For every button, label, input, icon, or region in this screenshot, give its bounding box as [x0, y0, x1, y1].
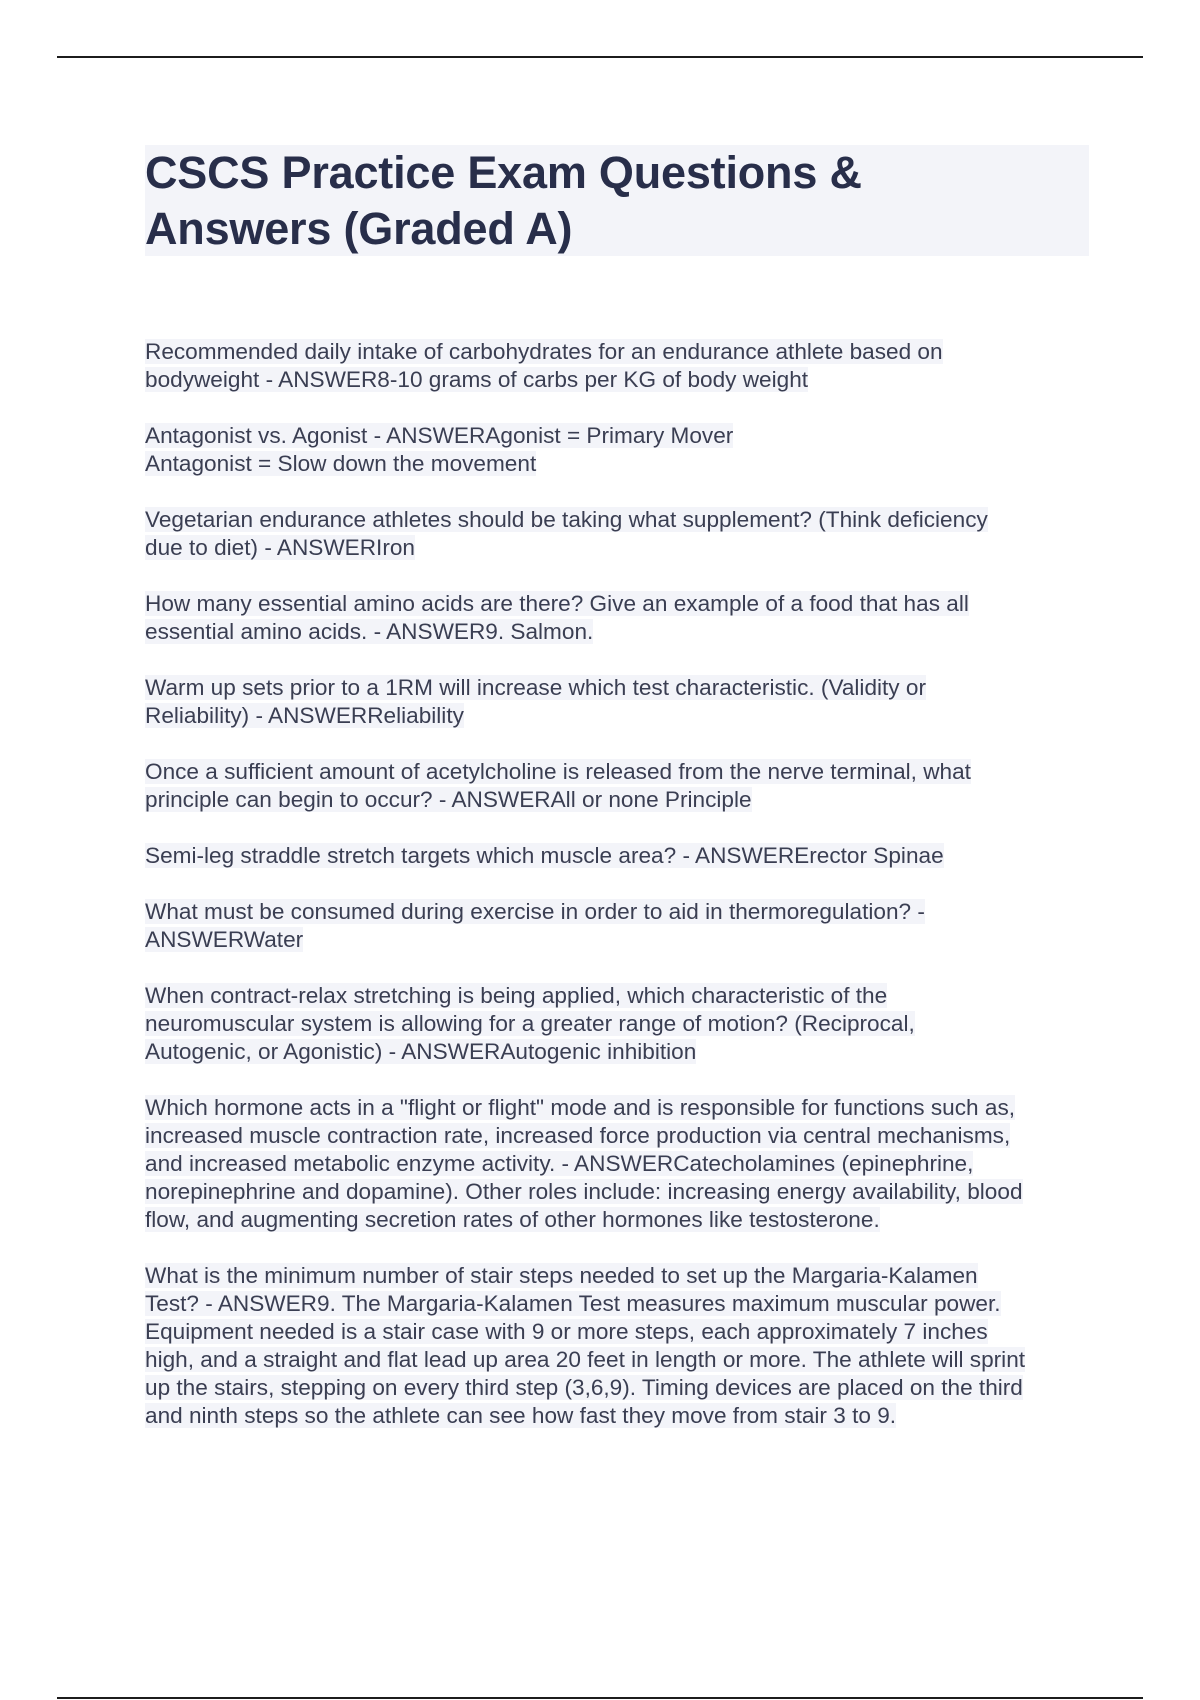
qa-item [145, 758, 1095, 814]
qa-text: Warm up sets prior to a 1RM will increase which test characteristic. (Validity or [145, 675, 926, 700]
page-title [145, 145, 1089, 257]
qa-line [145, 982, 1095, 1010]
title-line-2: Answers (Graded A) [145, 203, 573, 254]
qa-line [145, 1374, 1095, 1402]
qa-item [145, 1262, 1095, 1430]
qa-line [145, 338, 1095, 366]
qa-line [145, 1094, 1095, 1122]
qa-line [145, 758, 1095, 786]
qa-text: due to diet) - ANSWERIron [145, 535, 415, 560]
qa-line [145, 1150, 1095, 1178]
qa-item [145, 982, 1095, 1066]
qa-line [145, 590, 1095, 618]
qa-item [145, 338, 1095, 394]
qa-line [145, 450, 1095, 478]
qa-item [145, 898, 1095, 954]
qa-item [145, 674, 1095, 730]
qa-text: Semi-leg straddle stretch targets which muscle area? - ANSWERErector Spinae [145, 843, 944, 868]
qa-text: up the stairs, stepping on every third step (3,6,9). Timing devices are placed on the third [145, 1375, 1023, 1400]
qa-line [145, 1010, 1095, 1038]
qa-item [145, 842, 1095, 870]
qa-text: Once a sufficient amount of acetylcholine is released from the nerve terminal, what [145, 759, 971, 784]
qa-line [145, 1122, 1095, 1150]
qa-text: and increased metabolic enzyme activity. - ANSWERCatecholamines (epinephrine, [145, 1151, 974, 1176]
qa-line [145, 674, 1095, 702]
qa-line [145, 1206, 1095, 1234]
qa-text: flow, and augmenting secretion rates of other hormones like testosterone. [145, 1207, 880, 1232]
qa-text: Equipment needed is a stair case with 9 or more steps, each approximately 7 inches [145, 1319, 988, 1344]
qa-text: essential amino acids. - ANSWER9. Salmon. [145, 619, 594, 644]
qa-text: increased muscle contraction rate, increased force production via central mechanisms, [145, 1123, 1011, 1148]
title-line-1: CSCS Practice Exam Questions & [145, 147, 862, 198]
qa-list [145, 338, 1095, 1458]
qa-line [145, 422, 1095, 450]
qa-text: Test? - ANSWER9. The Margaria-Kalamen Test measures maximum muscular power. [145, 1291, 1001, 1316]
top-divider [57, 56, 1143, 58]
qa-line [145, 1402, 1095, 1430]
qa-line [145, 1346, 1095, 1374]
qa-line [145, 618, 1095, 646]
qa-line [145, 1178, 1095, 1206]
qa-item [145, 1094, 1095, 1234]
qa-text: bodyweight - ANSWER8-10 grams of carbs per KG of body weight [145, 367, 809, 392]
qa-line [145, 1038, 1095, 1066]
qa-line [145, 926, 1095, 954]
qa-text: Autogenic, or Agonistic) - ANSWERAutogenic inhibition [145, 1039, 697, 1064]
qa-line [145, 842, 1095, 870]
qa-item [145, 506, 1095, 562]
bottom-divider [57, 1697, 1143, 1699]
qa-line [145, 786, 1095, 814]
qa-line [145, 534, 1095, 562]
qa-text: How many essential amino acids are there? Give an example of a food that has all [145, 591, 969, 616]
qa-text: Recommended daily intake of carbohydrates for an endurance athlete based on [145, 339, 943, 364]
qa-item [145, 590, 1095, 646]
qa-text: and ninth steps so the athlete can see how fast they move from stair 3 to 9. [145, 1403, 897, 1428]
title-block [145, 145, 1089, 256]
qa-line [145, 366, 1095, 394]
qa-item [145, 422, 1095, 478]
qa-text: high, and a straight and flat lead up area 20 feet in length or more. The athlete will sprint [145, 1347, 1026, 1372]
qa-line [145, 898, 1095, 926]
qa-text: norepinephrine and dopamine). Other roles include: increasing energy availability, blood [145, 1179, 1023, 1204]
qa-line [145, 702, 1095, 730]
qa-text: neuromuscular system is allowing for a greater range of motion? (Reciprocal, [145, 1011, 915, 1036]
qa-line [145, 1290, 1095, 1318]
qa-text: Vegetarian endurance athletes should be taking what supplement? (Think deficiency [145, 507, 988, 532]
qa-text: Reliability) - ANSWERReliability [145, 703, 464, 728]
qa-line [145, 1262, 1095, 1290]
qa-text: When contract-relax stretching is being applied, which characteristic of the [145, 983, 888, 1008]
qa-text: Antagonist vs. Agonist - ANSWERAgonist = Primary Mover [145, 423, 734, 448]
qa-line [145, 1318, 1095, 1346]
qa-text: Which hormone acts in a "flight or flight" mode and is responsible for functions such as, [145, 1095, 1016, 1120]
qa-text: What is the minimum number of stair steps needed to set up the Margaria-Kalamen [145, 1263, 978, 1288]
qa-text: Antagonist = Slow down the movement [145, 451, 537, 476]
qa-text: principle can begin to occur? - ANSWERAll or none Principle [145, 787, 752, 812]
qa-text: What must be consumed during exercise in order to aid in thermoregulation? - [145, 899, 925, 924]
qa-line [145, 506, 1095, 534]
qa-text: ANSWERWater [145, 927, 304, 952]
